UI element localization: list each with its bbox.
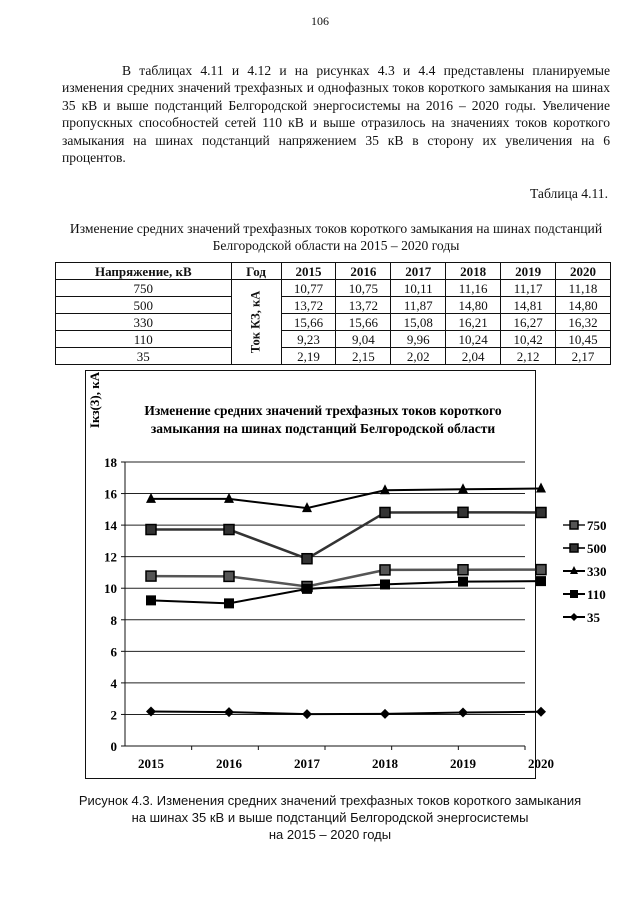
figure-caption-line2: на шинах 35 кВ и выше подстанций Белгородской энергосистемы xyxy=(131,810,529,825)
line-chart xyxy=(85,370,635,780)
data-point-500 xyxy=(224,525,234,535)
header-year-2019: 2019 xyxy=(501,263,556,280)
table-cell: 11,87 xyxy=(391,297,446,314)
figure-caption xyxy=(30,792,630,843)
row-voltage: 35 xyxy=(56,348,232,365)
data-point-110 xyxy=(146,595,156,605)
x-tick-label: 2020 xyxy=(528,756,554,771)
table-caption: Изменение средних значений трехфазных токов короткого замыкания на шинах подстанций Белгородской области на 2015 – 2020 годы xyxy=(69,221,603,253)
table-cell: 14,80 xyxy=(446,297,501,314)
table-cell: 2,04 xyxy=(446,348,501,365)
table-cell: 11,18 xyxy=(556,280,611,297)
table-cell: 10,45 xyxy=(556,331,611,348)
y-tick-label: 4 xyxy=(110,675,117,691)
legend-marker xyxy=(570,613,578,621)
data-point-500 xyxy=(458,507,468,517)
page-number: 106 xyxy=(311,14,329,28)
table-cell: 11,17 xyxy=(501,280,556,297)
row-voltage: 750 xyxy=(56,280,232,297)
data-point-110 xyxy=(458,577,468,587)
table-cell: 14,80 xyxy=(556,297,611,314)
y-tick-label: 8 xyxy=(110,612,117,628)
table-row xyxy=(56,331,611,348)
table-header-row xyxy=(56,263,611,280)
legend-marker xyxy=(570,590,578,598)
legend-label: 110 xyxy=(587,587,606,602)
y-tick-label: 2 xyxy=(110,707,117,723)
header-year-2016: 2016 xyxy=(336,263,391,280)
table-row xyxy=(56,280,611,297)
x-tick-label: 2016 xyxy=(216,756,242,771)
legend-marker xyxy=(570,544,578,552)
table-cell: 9,23 xyxy=(281,331,336,348)
table-cell: 11,16 xyxy=(446,280,501,297)
table-cell: 14,81 xyxy=(501,297,556,314)
data-point-750 xyxy=(146,571,156,581)
chart-title-line2: замыкания на шинах подстанций Белгородской области xyxy=(150,421,496,436)
table-cell: 2,15 xyxy=(336,348,391,365)
table-cell: 16,27 xyxy=(501,314,556,331)
y-tick-label: 14 xyxy=(104,518,117,534)
data-point-750 xyxy=(536,565,546,575)
table-cell: 16,21 xyxy=(446,314,501,331)
data-point-500 xyxy=(302,554,312,564)
data-point-500 xyxy=(380,507,390,517)
header-year-2015: 2015 xyxy=(281,263,336,280)
rotated-label-cell xyxy=(231,280,281,365)
figure-caption-line1: Рисунок 4.3. Изменения средних значений трехфазных токов короткого замыкания xyxy=(78,793,582,808)
table-cell: 15,66 xyxy=(281,314,336,331)
chart-title-line1: Изменение средних значений трехфазных токов короткого xyxy=(144,403,502,418)
short-circuit-table xyxy=(55,262,611,365)
row-voltage: 110 xyxy=(56,331,232,348)
y-tick-label: 18 xyxy=(104,455,117,470)
data-point-110 xyxy=(380,579,390,589)
table-label: Таблица 4.11. xyxy=(529,186,608,201)
figure-caption-line3: на 2015 – 2020 годы xyxy=(268,827,392,842)
table-cell: 10,77 xyxy=(281,280,336,297)
legend xyxy=(563,518,607,625)
header-year: Год xyxy=(231,263,281,280)
table-row xyxy=(56,348,611,365)
table-cell: 9,04 xyxy=(336,331,391,348)
y-axis-label: Iкз(3), кА xyxy=(87,371,102,429)
legend-label: 500 xyxy=(587,541,607,556)
legend-marker xyxy=(570,521,578,529)
table-cell: 13,72 xyxy=(281,297,336,314)
data-point-110 xyxy=(536,576,546,586)
y-tick-label: 0 xyxy=(110,739,117,754)
legend-label: 35 xyxy=(587,610,600,625)
header-year-2017: 2017 xyxy=(391,263,446,280)
rotated-label: Ток КЗ, кА xyxy=(248,290,263,354)
table-cell: 10,42 xyxy=(501,331,556,348)
table-cell: 2,12 xyxy=(501,348,556,365)
x-tick-label: 2018 xyxy=(372,756,398,771)
data-point-110 xyxy=(224,598,234,608)
data-point-750 xyxy=(380,565,390,575)
table-cell: 13,72 xyxy=(336,297,391,314)
row-voltage: 500 xyxy=(56,297,232,314)
table-cell: 2,17 xyxy=(556,348,611,365)
y-tick-label: 10 xyxy=(104,581,117,597)
data-point-500 xyxy=(536,507,546,517)
data-point-500 xyxy=(146,525,156,535)
header-year-2018: 2018 xyxy=(446,263,501,280)
header-year-2020: 2020 xyxy=(556,263,611,280)
data-point-110 xyxy=(302,584,312,594)
table-cell: 15,66 xyxy=(336,314,391,331)
data-point-330 xyxy=(536,483,546,493)
legend-label: 750 xyxy=(587,518,607,533)
legend-label: 330 xyxy=(587,564,607,579)
table-cell: 9,96 xyxy=(391,331,446,348)
y-tick-label: 16 xyxy=(104,486,117,502)
row-voltage: 330 xyxy=(56,314,232,331)
header-voltage: Напряжение, кВ xyxy=(56,263,232,280)
table-cell: 10,11 xyxy=(391,280,446,297)
table-cell: 15,08 xyxy=(391,314,446,331)
data-point-750 xyxy=(458,565,468,575)
x-tick-label: 2015 xyxy=(138,756,164,771)
table-row xyxy=(56,314,611,331)
x-tick-label: 2017 xyxy=(294,756,320,771)
table-cell: 10,24 xyxy=(446,331,501,348)
body-paragraph: В таблицах 4.11 и 4.12 и на рисунках 4.3 и 4.4 представлены планируемые изменения средних значений трехфазных и однофазных токов короткого замыкания на шинах 35 кВ и выше подстанций Белгородской энергосистемы на 2016 – 2020 годы. Увеличение пропускных способностей сетей 110 кВ и выше отразилось на значениях токов короткого замыкания на шинах подстанций напряжением 35 кВ в сторону их увеличения на 6 процентов. xyxy=(62,63,610,166)
table-row xyxy=(56,297,611,314)
table-cell: 10,75 xyxy=(336,280,391,297)
data-point-35 xyxy=(536,707,546,717)
data-point-750 xyxy=(224,571,234,581)
table-cell: 2,19 xyxy=(281,348,336,365)
y-tick-label: 12 xyxy=(104,549,117,565)
x-tick-label: 2019 xyxy=(450,756,476,771)
table-cell: 16,32 xyxy=(556,314,611,331)
y-tick-label: 6 xyxy=(110,644,117,660)
table-cell: 2,02 xyxy=(391,348,446,365)
